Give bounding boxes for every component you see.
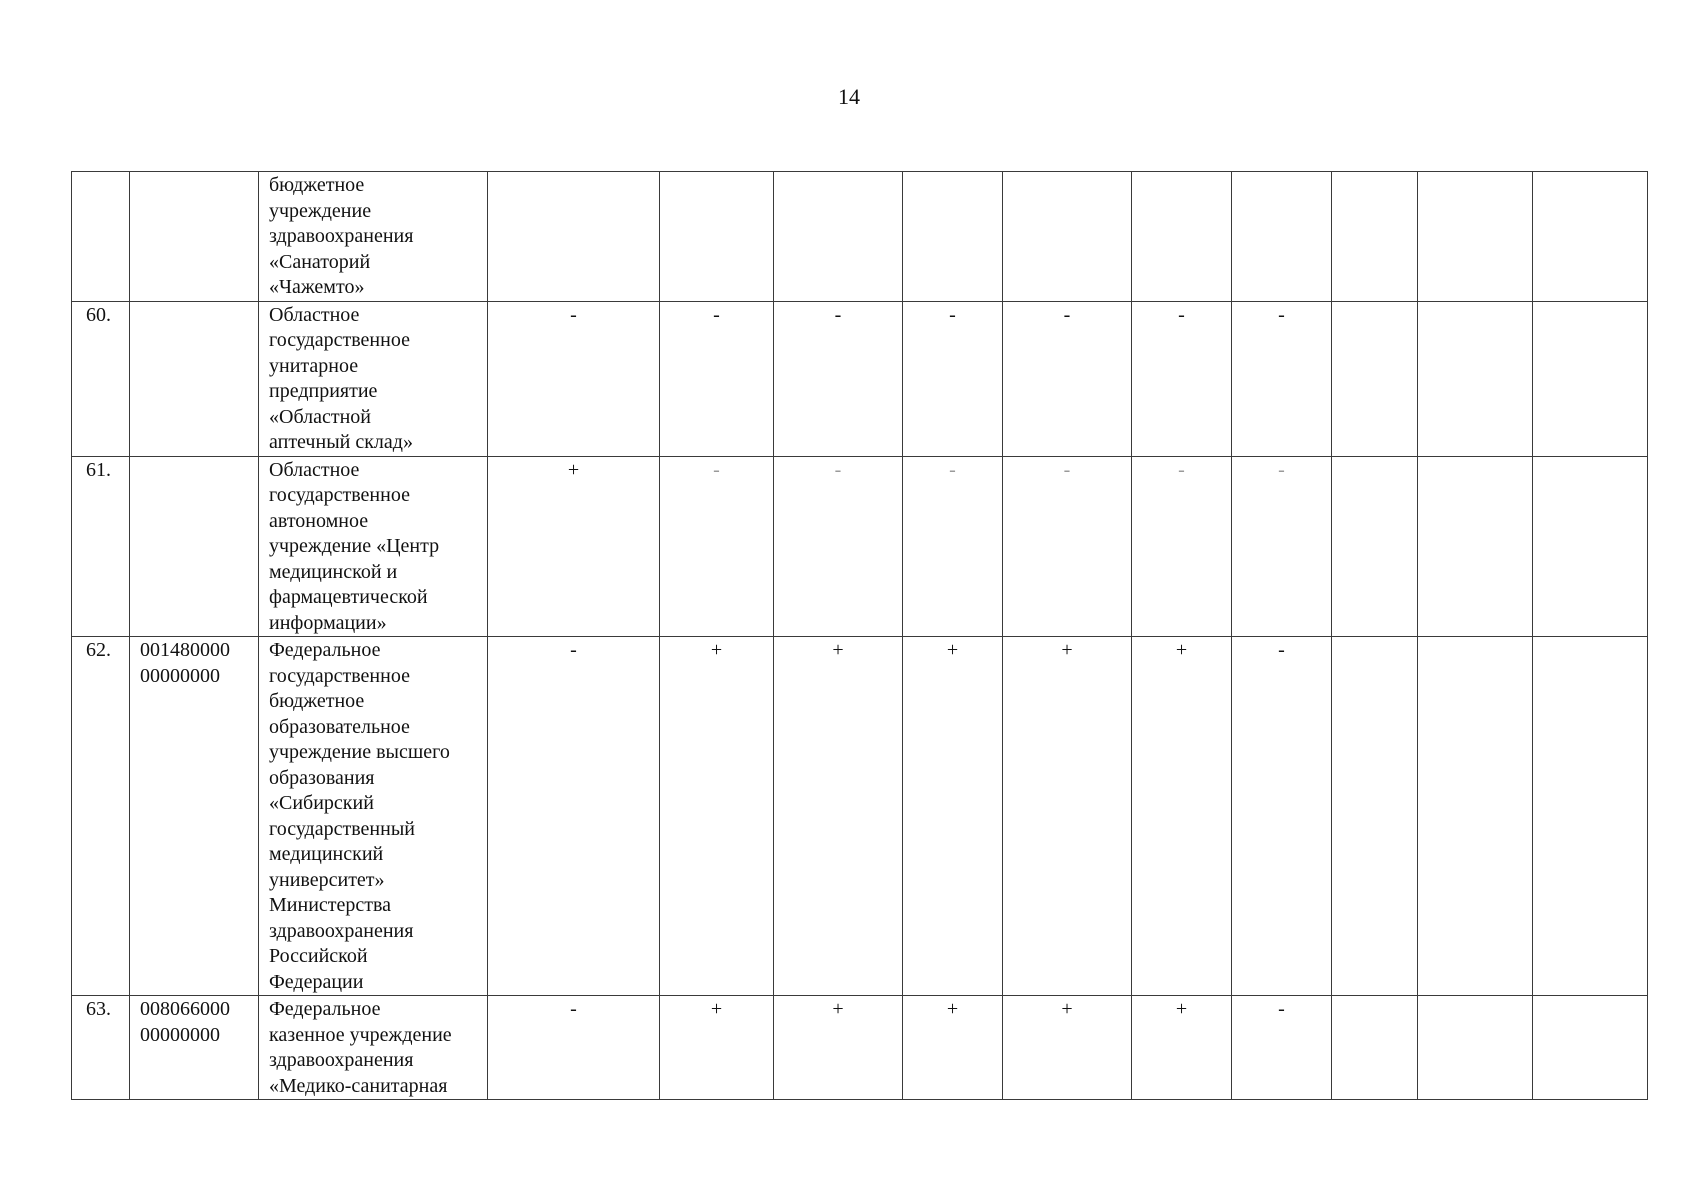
page-number: 14 xyxy=(838,84,860,109)
row-number-cell: 61. xyxy=(72,456,130,637)
organization-code-line: 00000000 xyxy=(140,1023,220,1046)
organization-code-cell xyxy=(130,456,259,637)
mark-cell xyxy=(660,172,774,302)
mark-cell: - xyxy=(1003,301,1132,456)
organization-name-line: предприятие xyxy=(269,380,378,402)
mark-cell: - xyxy=(1232,301,1332,456)
organization-name-line: здравоохранения xyxy=(269,1049,414,1071)
organization-name-line: Министерства xyxy=(269,894,392,916)
organization-name-line: образования xyxy=(269,766,375,789)
row-number-cell: 60. xyxy=(72,301,130,456)
table-row xyxy=(72,456,1648,637)
mark-cell xyxy=(1533,996,1648,1100)
mark-cell xyxy=(1132,172,1232,302)
organization-name-line: образовательное xyxy=(269,715,410,738)
mark-cell: + xyxy=(660,996,774,1100)
organization-code-cell xyxy=(130,172,259,302)
mark-cell: + xyxy=(488,456,660,637)
mark-cell: + xyxy=(1132,637,1232,996)
mark-cell: - xyxy=(1132,301,1232,456)
mark-cell: - xyxy=(660,456,774,637)
mark-cell xyxy=(903,172,1003,302)
table-row xyxy=(72,172,1648,302)
organization-name-line: бюджетное xyxy=(269,690,365,712)
mark-cell xyxy=(1418,301,1533,456)
mark-cell: + xyxy=(903,996,1003,1100)
organization-name-line: «Сибирский xyxy=(269,792,374,814)
organization-name-line: Федеральное xyxy=(269,639,381,661)
registry-table xyxy=(71,171,1648,1100)
organization-name-line: унитарное xyxy=(269,354,359,377)
organization-name-line: «Медико-санитарная xyxy=(269,1074,448,1097)
organization-name-line: Областное xyxy=(269,303,360,326)
organization-name-line: «Областной xyxy=(269,405,372,428)
mark-cell: - xyxy=(774,301,903,456)
mark-cell xyxy=(1332,456,1418,637)
mark-cell xyxy=(1533,637,1648,996)
mark-cell: - xyxy=(903,456,1003,637)
organization-name-cell xyxy=(259,456,488,637)
mark-cell xyxy=(1332,637,1418,996)
organization-name-line: государственное xyxy=(269,329,410,351)
mark-cell: + xyxy=(1003,637,1132,996)
row-number-cell: 63. xyxy=(72,996,130,1100)
organization-name-line: государственное xyxy=(269,664,410,687)
mark-cell xyxy=(1533,301,1648,456)
mark-cell: - xyxy=(1232,637,1332,996)
organization-name-line: фармацевтической xyxy=(269,586,428,608)
organization-name-line: государственное xyxy=(269,484,410,506)
organization-name-line: Федеральное xyxy=(269,998,381,1020)
organization-name-line: «Чажемто» xyxy=(269,276,365,298)
mark-cell xyxy=(1332,301,1418,456)
mark-cell: + xyxy=(774,637,903,996)
table-row xyxy=(72,996,1648,1100)
organization-name-cell xyxy=(259,301,488,456)
organization-name-line: автономное xyxy=(269,509,369,532)
mark-cell: - xyxy=(488,996,660,1100)
mark-cell: - xyxy=(1232,996,1332,1100)
organization-name-line: университет» xyxy=(269,868,385,891)
mark-cell: - xyxy=(660,301,774,456)
mark-cell: - xyxy=(1232,456,1332,637)
organization-name-cell xyxy=(259,637,488,996)
row-number-cell: 62. xyxy=(72,637,130,996)
table-row xyxy=(72,637,1648,996)
mark-cell xyxy=(1418,172,1533,302)
organization-name-line: «Санаторий xyxy=(269,250,371,273)
organization-name-line: Российской xyxy=(269,945,368,967)
mark-cell: + xyxy=(903,637,1003,996)
table-body xyxy=(72,172,1648,1100)
mark-cell xyxy=(1332,996,1418,1100)
organization-name-line: казенное учреждение xyxy=(269,1023,452,1046)
organization-name-line: государственный xyxy=(269,817,415,840)
mark-cell: - xyxy=(1003,456,1132,637)
mark-cell xyxy=(488,172,660,302)
mark-cell xyxy=(1533,456,1648,637)
organization-name-line: здравоохранения xyxy=(269,225,414,247)
organization-name-line: медицинский xyxy=(269,843,384,865)
organization-name-line: бюджетное xyxy=(269,174,365,196)
organization-code-cell xyxy=(130,301,259,456)
mark-cell: - xyxy=(774,456,903,637)
mark-cell xyxy=(1418,996,1533,1100)
organization-code-line: 008066000 xyxy=(140,998,230,1020)
mark-cell: + xyxy=(1132,996,1232,1100)
mark-cell xyxy=(1332,172,1418,302)
organization-code-line: 00000000 xyxy=(140,664,220,687)
organization-name-line: здравоохранения xyxy=(269,919,414,942)
organization-name-line: Областное xyxy=(269,458,360,481)
organization-name-line: учреждение «Центр xyxy=(269,535,440,557)
organization-name-line: учреждение xyxy=(269,199,372,222)
mark-cell: + xyxy=(774,996,903,1100)
mark-cell xyxy=(1003,172,1132,302)
mark-cell: - xyxy=(488,301,660,456)
mark-cell: - xyxy=(1132,456,1232,637)
organization-name-line: медицинской и xyxy=(269,560,398,583)
mark-cell: + xyxy=(1003,996,1132,1100)
row-number-cell xyxy=(72,172,130,302)
organization-code-cell xyxy=(130,996,259,1100)
organization-name-line: аптечный склад» xyxy=(269,431,413,453)
organization-code-cell xyxy=(130,637,259,996)
mark-cell: + xyxy=(660,637,774,996)
organization-name-cell xyxy=(259,996,488,1100)
mark-cell: - xyxy=(903,301,1003,456)
mark-cell: - xyxy=(488,637,660,996)
mark-cell xyxy=(774,172,903,302)
mark-cell xyxy=(1418,456,1533,637)
mark-cell xyxy=(1533,172,1648,302)
organization-name-cell xyxy=(259,172,488,302)
mark-cell xyxy=(1232,172,1332,302)
mark-cell xyxy=(1418,637,1533,996)
organization-name-line: Федерации xyxy=(269,970,364,993)
organization-name-line: учреждение высшего xyxy=(269,741,450,763)
table-row xyxy=(72,301,1648,456)
organization-name-line: информации» xyxy=(269,611,387,634)
organization-code-line: 001480000 xyxy=(140,639,230,661)
